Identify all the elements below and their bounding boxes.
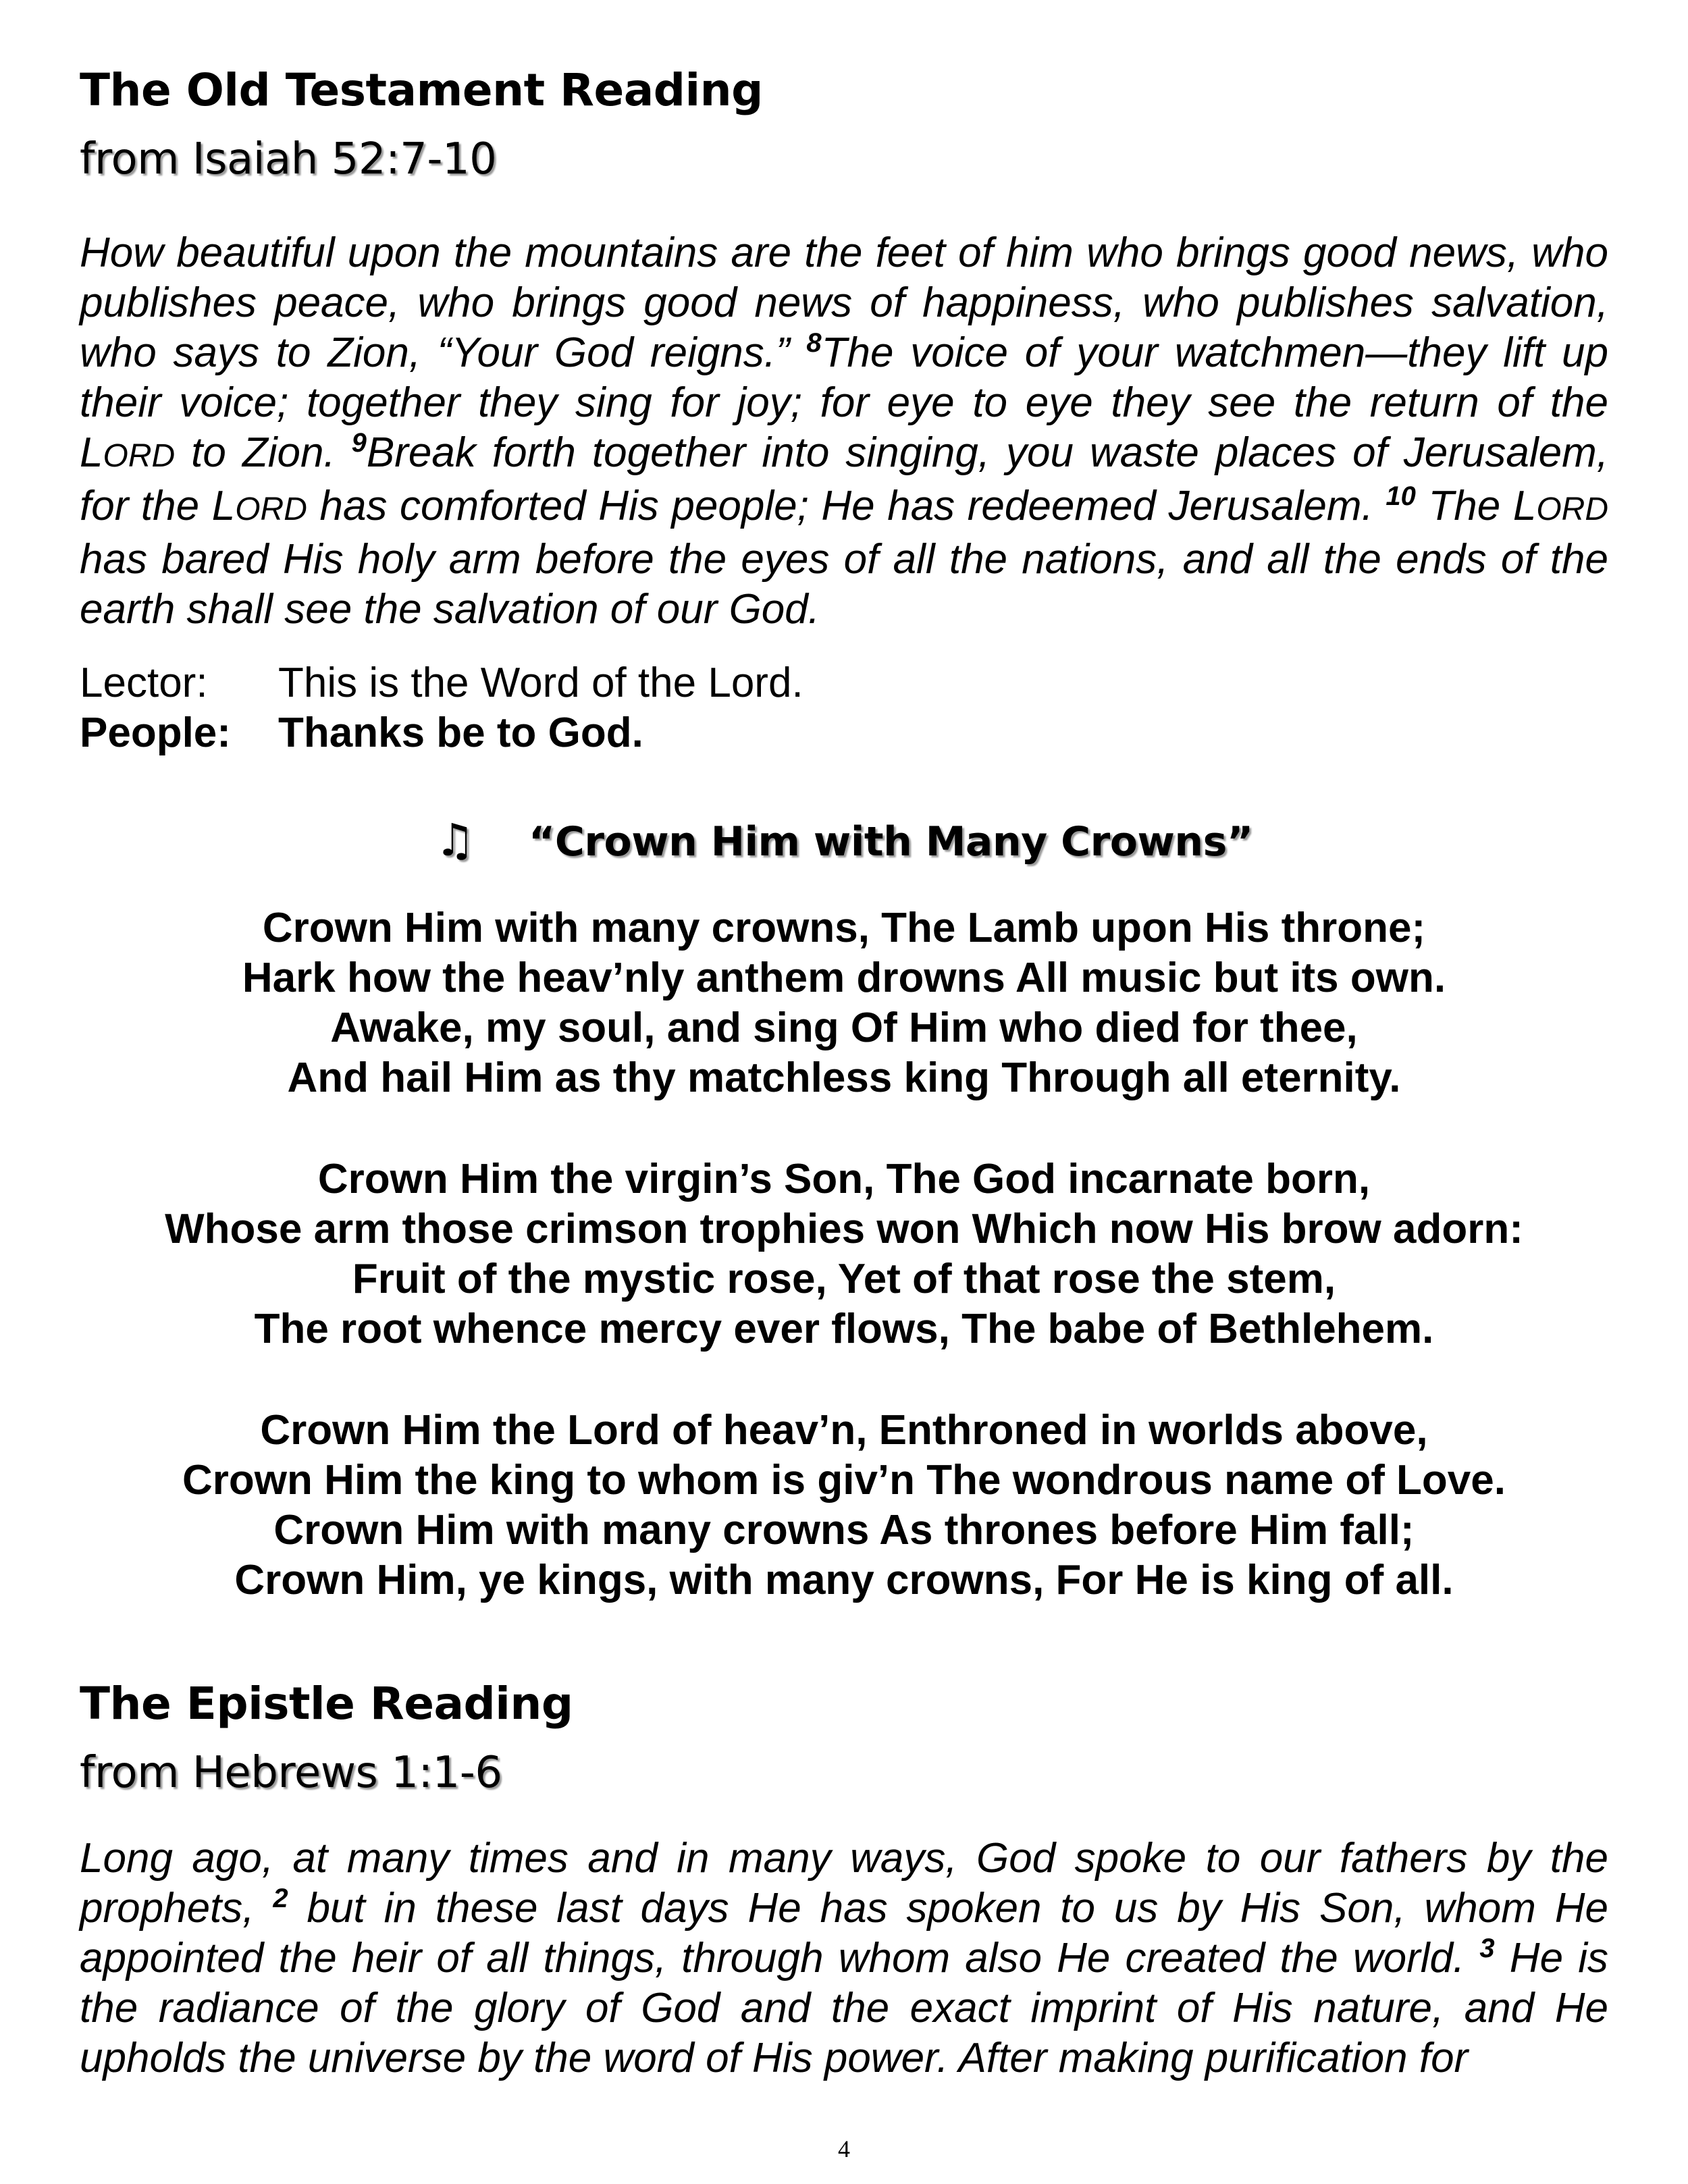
ot-heading: The Old Testament Reading (80, 64, 763, 116)
hymn-line: Crown Him the virgin’s Son, The God incarnate born, (317, 1156, 1371, 1202)
hymn-verse-3 (0, 1406, 1688, 1605)
lord-small-caps: ORD (103, 438, 176, 474)
ot-text-part: The L (1428, 483, 1537, 529)
hymn-title-line (0, 814, 1688, 869)
people-label: People: (80, 710, 231, 756)
hymn-verse-2 (0, 1154, 1688, 1354)
verse-number: 8 (806, 328, 822, 358)
ot-text-part: to Zion. (175, 429, 336, 476)
hymn-line: Hark how the heav’nly anthem drowns All music but its own. (242, 955, 1446, 1001)
people-text: Thanks be to God. (278, 710, 643, 756)
hymn-line: Crown Him, ye kings, with many crowns, For He is king of all. (234, 1557, 1454, 1603)
ot-text-part: has bared His holy arm before the eyes of all the nations, and all the ends of the earth shall see the salvation of our God. (80, 536, 1608, 633)
lord-small-caps: ORD (1536, 491, 1609, 527)
hymn-line: Crown Him the Lord of heav’n, Enthroned in worlds above, (260, 1407, 1428, 1454)
hymn-line: Crown Him with many crowns As thrones before Him fall; (273, 1507, 1415, 1553)
hymn-line: Crown Him with many crowns, The Lamb upon His throne; (262, 905, 1426, 951)
lector-text: This is the Word of the Lord. (278, 660, 803, 706)
ot-reading-text (80, 228, 1608, 635)
ot-text-part: Break forth together into singing, you waste places of Jerusalem, for the L (80, 429, 1608, 529)
epistle-reading-text (80, 1834, 1608, 2083)
people-line (80, 708, 643, 758)
verse-number: 9 (351, 428, 367, 458)
epistle-heading: The Epistle Reading (80, 1678, 573, 1730)
epistle-text-part: but in these last days He has spoken to us by His Son, whom He appointed the heir of all things, through whom also He created the world. (80, 1885, 1608, 1981)
ot-text-part: has comforted His people; He has redeemed Jerusalem. (307, 483, 1373, 529)
hymn-line: Fruit of the mystic rose, Yet of that rose the stem, (352, 1256, 1336, 1302)
epistle-text-part: Long ago, at many times and in many ways, God spoke to our fathers by the prophets, (80, 1835, 1608, 1932)
hymn-title: “Crown Him with Many Crowns” (528, 818, 1253, 865)
verse-number: 10 (1386, 481, 1416, 511)
lector-label: Lector: (80, 660, 208, 706)
hymn-line: And hail Him as thy matchless king Through all eternity. (287, 1055, 1401, 1101)
hymn-line: Whose arm those crimson trophies won Which now His brow adorn: (165, 1206, 1523, 1252)
verse-number: 2 (273, 1884, 288, 1913)
epistle-text-part: He is the radiance of the glory of God and the exact imprint of His nature, and He upholds the universe by the word of His power. After making purification for (80, 1935, 1608, 2081)
hymn-line: Crown Him the king to whom is giv’n The wondrous name of Love. (182, 1457, 1506, 1503)
hymn-verse-1 (0, 903, 1688, 1103)
ot-text-part: The voice of your watchmen—they lift up their voice; together they sing for joy; for eye to eye they see the return of the L (80, 329, 1608, 476)
ot-subheading: from Isaiah 52:7-10 (80, 134, 497, 184)
hymn-line: Awake, my soul, and sing Of Him who died for thee, (330, 1005, 1358, 1051)
page-number: 4 (838, 2135, 850, 2162)
hymn-line: The root whence mercy ever flows, The babe of Bethlehem. (254, 1306, 1434, 1352)
ot-text-part: How beautiful upon the mountains are the feet of him who brings good news, who publishes peace, who brings good news of happiness, who publishes salvation, who says to Zion, “Your God reigns.” (80, 230, 1608, 376)
lord-small-caps: ORD (235, 491, 307, 527)
verse-number: 3 (1479, 1934, 1495, 1963)
music-note-icon: ♫ (435, 814, 475, 866)
epistle-subheading: from Hebrews 1:1-6 (80, 1748, 502, 1798)
lector-line (80, 658, 803, 708)
